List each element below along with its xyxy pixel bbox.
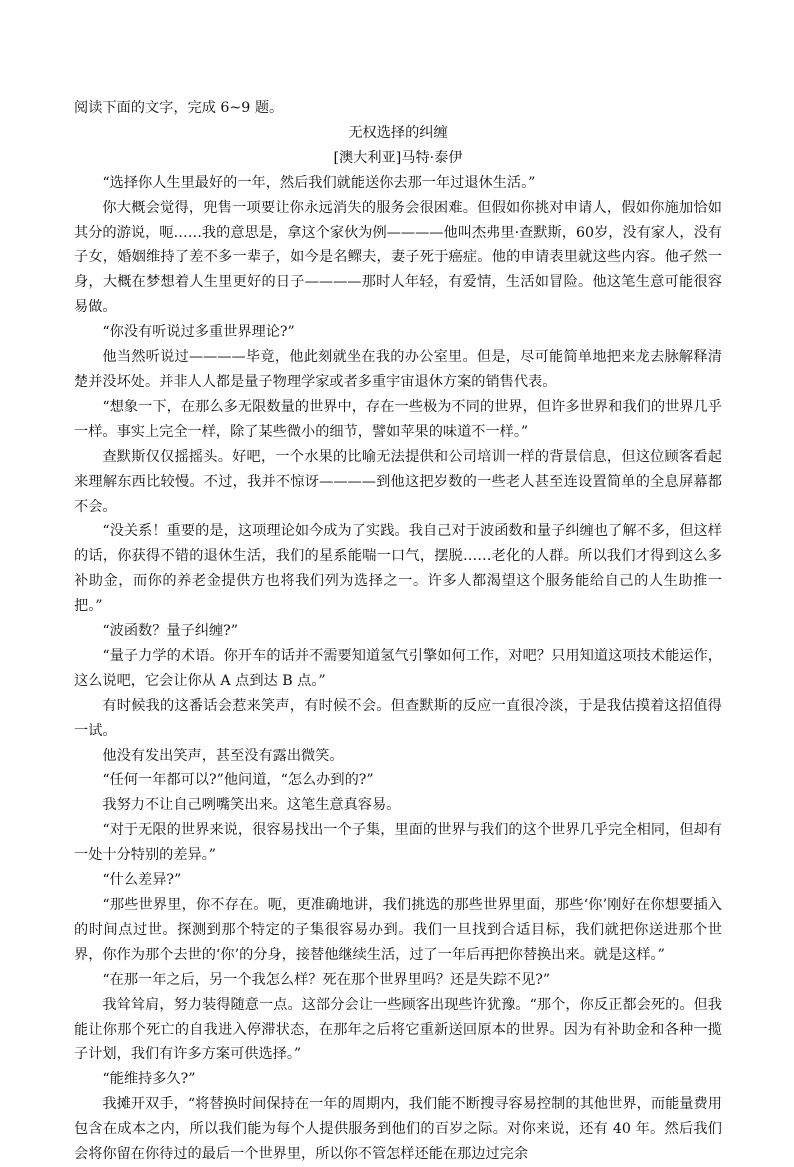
document-page (74, 96, 722, 1167)
paragraph: 查默斯仅仅摇摇头。好吧，一个水果的比喻无法提供和公司培训一样的背景信息，但这位顾客看起来理解东西比较慢。不过，我并不惊讶————到他这把岁数的一些老人甚至连设置简单的全息屏幕都不会。 (74, 448, 722, 515)
paragraph: 他没有发出笑声，甚至没有露出微笑。 (102, 747, 344, 764)
article-title: 无权选择的纠缠 (348, 124, 448, 141)
paragraph: “能维持多久?” (102, 1071, 196, 1088)
paragraph: “波函数？量子纠缠?” (102, 623, 239, 640)
paragraph: 他当然听说过————毕竟，他此刻就坐在我的办公室里。但是，尽可能简单地把来龙去脉解释清楚并没坏处。并非人人都是量子物理学家或者多重宇宙退休方案的销售代表。 (74, 349, 722, 390)
paragraph: “那些世界里，你不存在。呃，更准确地讲，我们挑选的那些世界里面，那些‘你’刚好在你想要插入的时间点过世。探测到那个特定的子集很容易办到。我们一旦找到合适目标，我们就把你送进那个世界，你作为那个去世的‘你’的分身，接替他继续生活，过了一年后再把你替换出来。就是这样。” (74, 897, 722, 963)
instruction-text: 阅读下面的文字，完成 6~9 题。 (74, 100, 284, 116)
paragraph: “量子力学的术语。你开车的话并不需要知道氢气引擎如何工作，对吧？只用知道这项技术能运作，这么说吧，它会让你从 A 点到达 B 点。” (74, 647, 722, 689)
paragraph: “没关系！重要的是，这项理论如今成为了实践。我自己对于波函数和量子纠缠也了解不多，但这样的话，你获得不错的退休生活，我们的星系能喘一口气，摆脱……老化的人群。所以我们才得到这么多补助金，而你的养老金提供方也将我们列为选择之一。许多人都渴望这个服务能给自己的人生助推一把。” (74, 523, 722, 615)
paragraph: “任何一年都可以?”他问道，“怎么办到的?” (102, 772, 374, 789)
article-author: [澳大利亚]马特·泰伊 (333, 149, 463, 166)
paragraph: 我努力不让自己咧嘴笑出来。这笔生意真容易。 (102, 797, 401, 814)
paragraph: 你大概会觉得，兜售一项要让你永远消失的服务会很困难。但假如你挑对申请人，假如你施加恰如其分的游说，呃……我的意思是，拿这个家伙为例————他叫杰弗里·查默斯，60岁，没有家人，没有子女，婚姻维持了差不多一辈子，如今是名鳏夫，妻子死于癌症。他的申请表里就这些内容。他孑然一身，大概在梦想着人生里更好的日子————那时人年轻，有爱情，生活如冒险。他这笔生意可能很容易做。 (74, 199, 722, 316)
paragraph: 我耸耸肩，努力装得随意一点。这部分会让一些顾客出现些许犹豫。“那个，你反正都会死的。但我能让你那个死亡的自我进入停滞状态，在那年之后将它重新送回原本的世界。因为有补助金和各种一揽子计划，我们有许多方案可供选择。” (74, 996, 722, 1063)
paragraph: “想象一下，在那么多无限数量的世界中，存在一些极为不同的世界，但许多世界和我们的世界几乎一样。事实上完全一样，除了某些微小的细节，譬如苹果的味道不一样。” (74, 398, 722, 440)
paragraph: 我摊开双手，“将替换时间保持在一年的周期内，我们能不断搜寻容易控制的其他世界，而能量费用包含在成本之内，所以我们能为每个人提供服务到他们的百岁之际。对你来说，还有 40 年。然后我们会将你留在你待过的最后一个世界里，所以你不管怎样还能在那边过完余 (74, 1096, 722, 1163)
paragraph: “你没有听说过多重世界理论?” (102, 324, 295, 341)
paragraph: “对于无限的世界来说，很容易找出一个子集，里面的世界与我们的这个世界几乎完全相同，但却有一处十分特别的差异。” (74, 822, 722, 864)
paragraph: “选择你人生里最好的一年，然后我们就能送你去那一年过退休生活。” (102, 174, 536, 191)
paragraph: “在那一年之后，另一个我怎么样？死在那个世界里吗？还是失踪不见?” (102, 971, 551, 988)
paragraph: 有时候我的这番话会惹来笑声，有时候不会。但查默斯的反应一直很冷淡，于是我估摸着这招值得一试。 (74, 697, 722, 739)
paragraph: “什么差异?” (102, 872, 182, 889)
